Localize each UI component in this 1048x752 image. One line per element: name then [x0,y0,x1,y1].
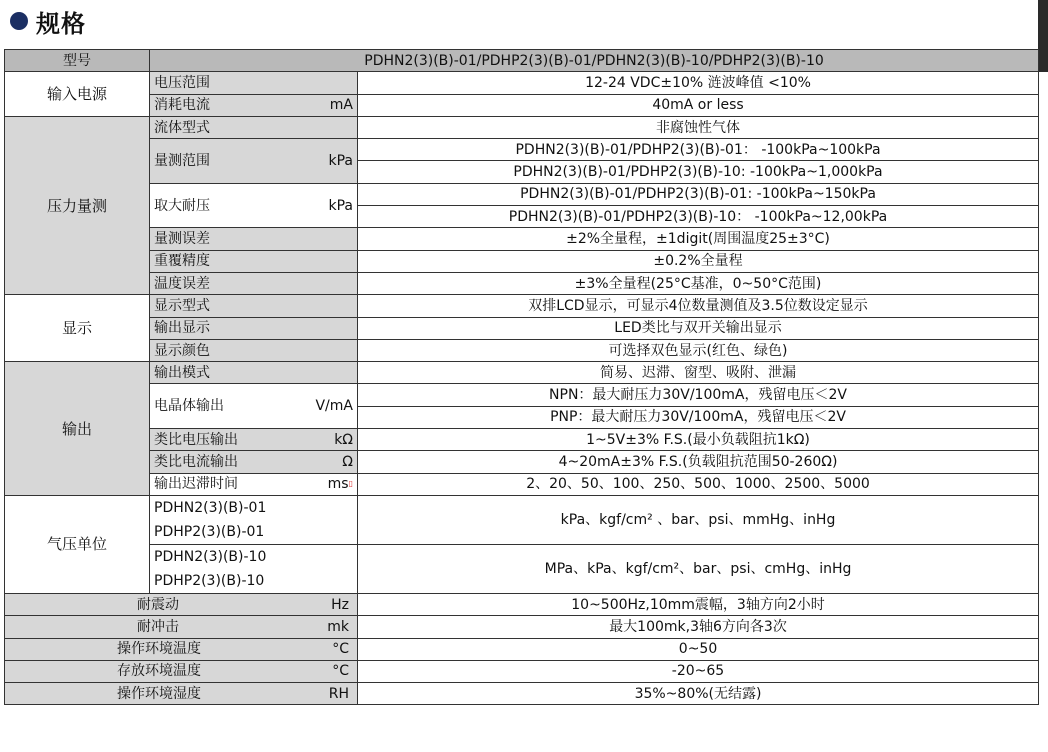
table-row [5,72,1039,94]
page-title: 规格 [36,9,86,38]
table-row [5,272,1039,294]
row-label: 流体型式 [150,116,358,138]
table-row [5,495,1039,544]
marker-icon: ▯ [348,479,353,489]
category-output: 输出 [5,362,150,496]
row-label: 电晶体输出 V/mA [150,384,358,429]
row-value: NPN：最大耐压力30V/100mA，残留电压＜2V [358,384,1039,406]
row-value: LED类比与双开关输出显示 [358,317,1039,339]
row-label: 消耗电流 mA [150,94,358,116]
table-row [5,616,1039,638]
row-label: 操作环境温度 °C [5,638,358,660]
table-header-row [5,50,1039,72]
table-row [5,362,1039,384]
row-label: 输出模式 [150,362,358,384]
row-label: 取大耐压 kPa [150,183,358,228]
row-label: 输出迟滞时间 ms▯ [150,473,358,495]
units-models-1: PDHN2(3)(B)-01 PDHP2(3)(B)-01 [150,495,358,544]
table-row [5,339,1039,361]
row-value: 10~500Hz,10mm震幅，3轴方向2小时 [358,593,1039,615]
table-row [5,295,1039,317]
row-value: PDHN2(3)(B)-01/PDHP2(3)(B)-10: -100kPa~1,000kPa [358,161,1039,183]
category-display: 显示 [5,295,150,362]
edge-bar [1038,0,1048,72]
category-units: 气压单位 [5,495,150,593]
table-row [5,593,1039,615]
row-label: 量测误差 [150,228,358,250]
table-row [5,183,1039,205]
row-value: PDHN2(3)(B)-01/PDHP2(3)(B)-10： -100kPa~12,00kPa [358,206,1039,228]
row-value: 可选择双色显示(红色、绿色) [358,339,1039,361]
table-row [5,544,1039,593]
row-label: 电压范围 [150,72,358,94]
row-value: MPa、kPa、kgf/cm²、bar、psi、cmHg、inHg [358,544,1039,593]
row-value: ±3%全量程(25°C基准，0~50°C范围) [358,272,1039,294]
row-label: 耐震动 Hz [5,593,358,615]
unit: °C [332,663,349,680]
unit: ms [327,476,349,493]
unit: Hz [331,596,349,613]
row-label: 显示颜色 [150,339,358,361]
unit: RH [328,685,349,702]
table-row [5,473,1039,495]
row-value: 最大100mk,3轴6方向各3次 [358,616,1039,638]
row-value: 1~5V±3% F.S.(最小负载阻抗1kΩ) [358,429,1039,451]
row-label: 显示型式 [150,295,358,317]
unit: °C [332,641,349,658]
header-value: PDHN2(3)(B)-01/PDHP2(3)(B)-01/PDHN2(3)(B)-10/PDHP2(3)(B)-10 [150,50,1039,72]
table-row [5,94,1039,116]
unit: V/mA [315,398,353,415]
row-label: 类比电流输出 Ω [150,451,358,473]
table-row [5,683,1039,705]
row-label: 温度误差 [150,272,358,294]
row-label: 输出显示 [150,317,358,339]
row-value: 双排LCD显示，可显示4位数量测值及3.5位数设定显示 [358,295,1039,317]
row-label: 量测范围 kPa [150,139,358,184]
row-value: 0~50 [358,638,1039,660]
unit: mA [329,97,353,114]
header-label: 型号 [5,50,150,72]
table-row [5,638,1039,660]
row-label: 重覆精度 [150,250,358,272]
row-value: 4~20mA±3% F.S.(负载阻抗范围50-260Ω) [358,451,1039,473]
units-models-2: PDHN2(3)(B)-10 PDHP2(3)(B)-10 [150,544,358,593]
row-value: 12-24 VDC±10% 涟波峰值 <10% [358,72,1039,94]
category-power: 输入电源 [5,72,150,117]
table-row [5,228,1039,250]
unit: kΩ [334,431,353,448]
row-value: 35%~80%(无结露) [358,683,1039,705]
row-label: 类比电压输出 kΩ [150,429,358,451]
row-value: ±0.2%全量程 [358,250,1039,272]
table-row [5,384,1039,406]
row-value: PDHN2(3)(B)-01/PDHP2(3)(B)-01: -100kPa~150kPa [358,183,1039,205]
unit: kPa [328,197,353,214]
row-label: 操作环境湿度 RH [5,683,358,705]
table-row [5,429,1039,451]
row-value: PDHN2(3)(B)-01/PDHP2(3)(B)-01： -100kPa~100kPa [358,139,1039,161]
row-value: 40mA or less [358,94,1039,116]
unit: kPa [328,152,353,169]
section-heading [10,4,86,38]
row-value: -20~65 [358,660,1039,682]
row-value: 非腐蚀性气体 [358,116,1039,138]
row-value: PNP：最大耐压力30V/100mA，残留电压＜2V [358,406,1039,428]
table-row [5,250,1039,272]
unit: mk [327,618,349,635]
row-label: 耐冲击 mk [5,616,358,638]
table-row [5,451,1039,473]
table-row [5,139,1039,161]
row-value: 2、20、50、100、250、500、1000、2500、5000 [358,473,1039,495]
spec-table [4,49,1039,705]
unit: Ω [342,453,353,470]
table-row [5,660,1039,682]
table-row [5,116,1039,138]
table-row [5,317,1039,339]
bullet-icon [10,12,28,30]
row-value: ±2%全量程，±1digit(周围温度25±3°C) [358,228,1039,250]
row-label: 存放环境温度 °C [5,660,358,682]
row-value: kPa、kgf/cm² 、bar、psi、mmHg、inHg [358,495,1039,544]
category-pressure: 压力量测 [5,116,150,294]
row-value: 简易、迟滞、窗型、吸附、泄漏 [358,362,1039,384]
